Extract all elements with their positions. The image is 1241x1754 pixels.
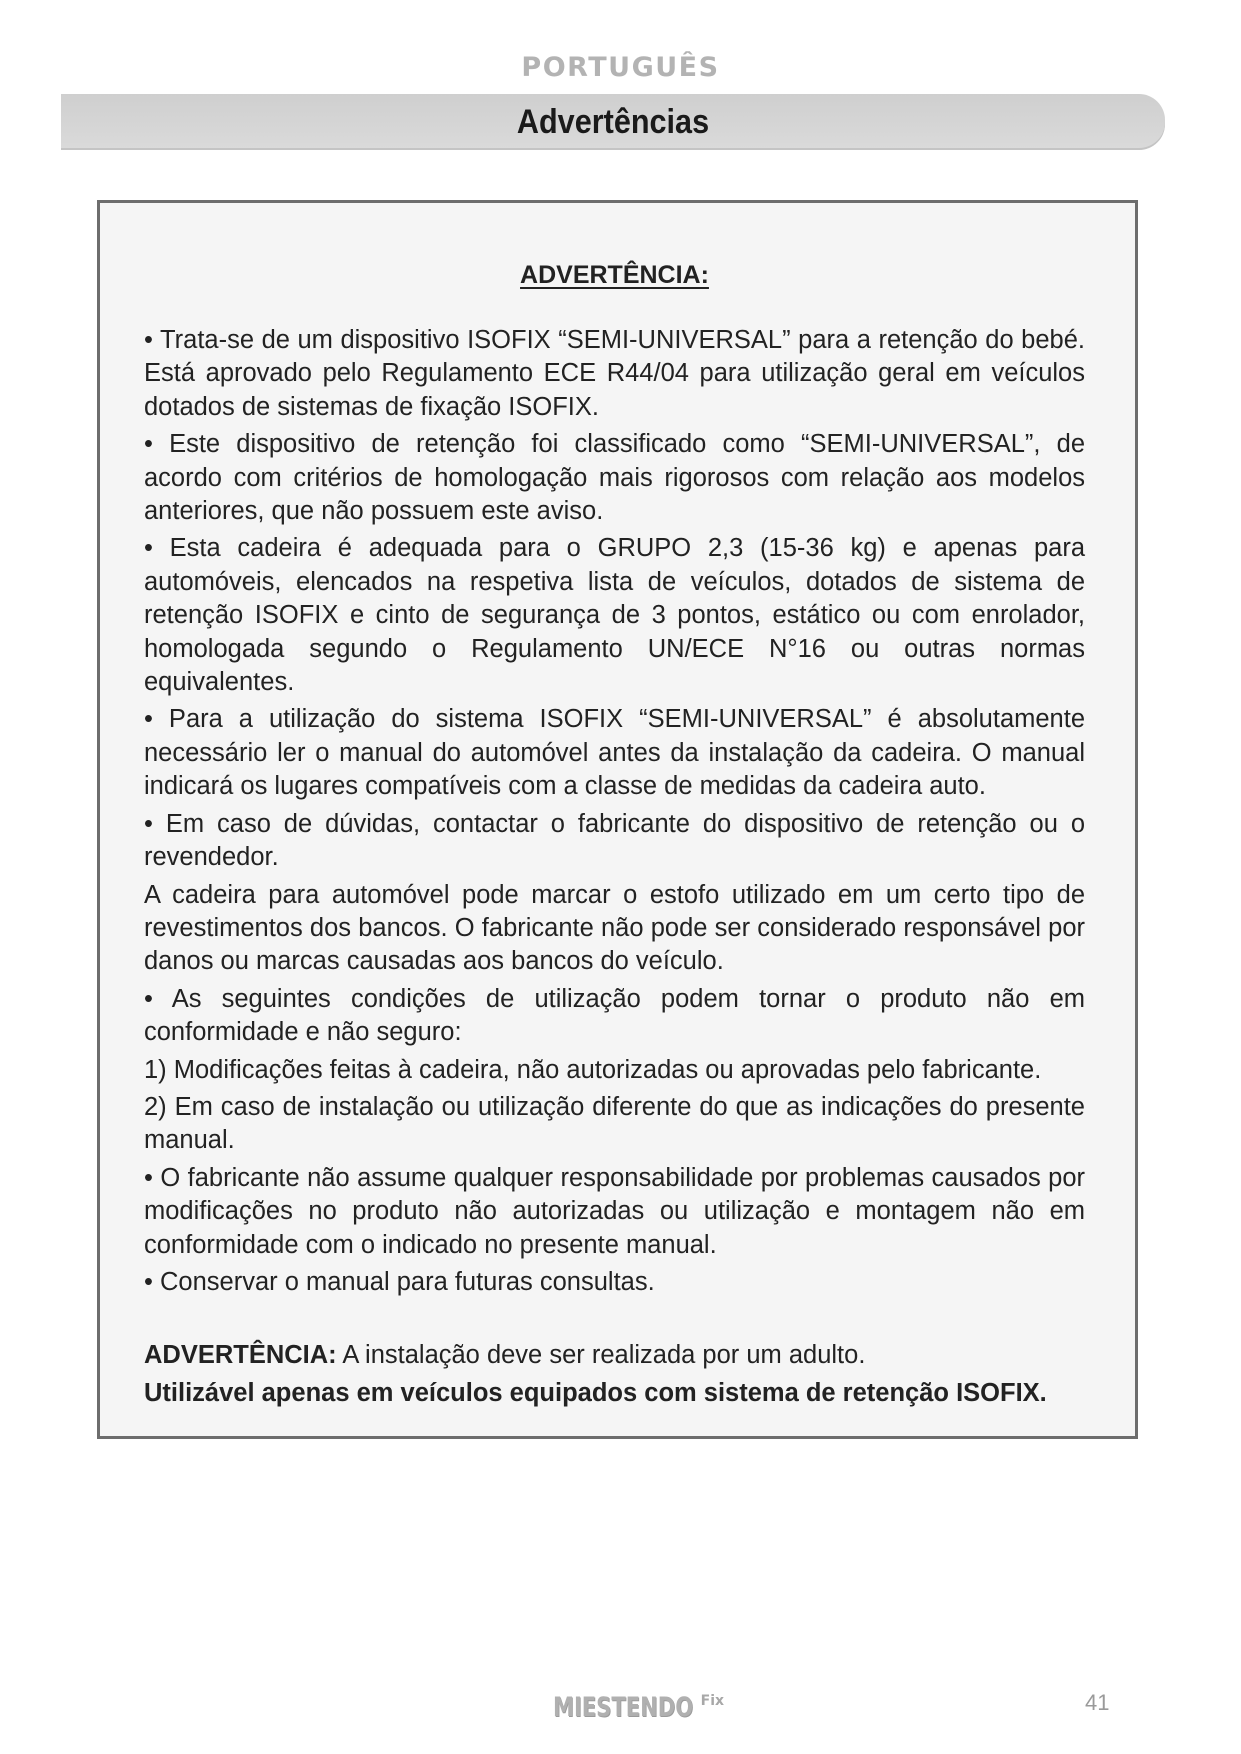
paragraph-classification: • Este dispositivo de retenção foi classificado como “SEMI-UNIVERSAL”, de acordo com critérios de homologação mais rigorosos com relação aos modelos anteriores, que não possuem este aviso. xyxy=(144,430,1085,526)
paragraph-seat-marks: A cadeira para automóvel pode marcar o estofo utilizado em um certo tipo de revestimentos dos bancos. O fabricante não pode ser considerado responsável por danos ou marcas causadas aos bancos do veículo. xyxy=(144,880,1085,976)
paragraph-keep-manual: • Conservar o manual para futuras consultas. xyxy=(144,1267,655,1296)
isofix-note: Utilizável apenas em veículos equipados com sistema de retenção ISOFIX. xyxy=(144,1378,1047,1407)
final-warning-text: A instalação deve ser realizada por um adulto. xyxy=(336,1341,866,1370)
page-number: 41 xyxy=(1085,1690,1110,1715)
section-title-bar xyxy=(61,94,1165,150)
paragraph-read-car-manual: • Para a utilização do sistema ISOFIX “SEMI-UNIVERSAL” é absolutamente necessário ler o manual do automóvel antes da instalação da cadeira. O manual indicará os lugares compatíveis com a classe de medidas da cadeira auto. xyxy=(144,705,1085,801)
language-label: PORTUGUÊS xyxy=(521,52,720,83)
final-warning-block xyxy=(144,1339,1085,1410)
section-title: Advertências xyxy=(516,103,710,141)
brand-logo xyxy=(553,1689,724,1723)
final-warning-label: ADVERTÊNCIA: xyxy=(144,1341,337,1370)
warning-heading: ADVERTÊNCIA: xyxy=(520,261,709,289)
paragraph-liability: • O fabricante não assume qualquer responsabilidade por problemas causados por modificações no produto não autorizadas ou utilização e montagem não em conformidade com o indicado no presente manual. xyxy=(144,1163,1085,1259)
paragraph-isofix-semi-universal: • Trata-se de um dispositivo ISOFIX “SEMI-UNIVERSAL” para a retenção do bebé. Está aprovado pelo Regulamento ECE R44/04 para utilização geral em veículos dotados de sistemas de fixação ISOFIX. xyxy=(144,326,1085,421)
list-item-installation: 2) Em caso de instalação ou utilização diferente do que as indicações do presente manual. xyxy=(144,1092,1085,1155)
paragraph-group-suitability: • Esta cadeira é adequada para o GRUPO 2,3 (15-36 kg) e apenas para automóveis, elencados na respetiva lista de veículos, dotados de sistema de retenção ISOFIX e cinto de segurança de 3 pontos, estático ou com enrolador, homologada segundo o Regulamento UN/ECE N°16 ou outras normas equivalentes. xyxy=(144,534,1085,697)
list-item-modifications: 1) Modificações feitas à cadeira, não autorizadas ou aprovadas pelo fabricante. xyxy=(144,1055,1042,1084)
brand-logo-suffix: Fix xyxy=(700,1693,725,1709)
final-warning xyxy=(144,1339,1085,1372)
paragraph-doubts-contact: • Em caso de dúvidas, contactar o fabricante do dispositivo de retenção ou o revendedor. xyxy=(144,809,1085,872)
paragraph-unsafe-conditions: • As seguintes condições de utilização podem tornar o produto não em conformidade e não seguro: xyxy=(144,984,1085,1047)
warning-box xyxy=(97,200,1138,1439)
brand-logo-text: MIESTENDO xyxy=(553,1692,694,1723)
